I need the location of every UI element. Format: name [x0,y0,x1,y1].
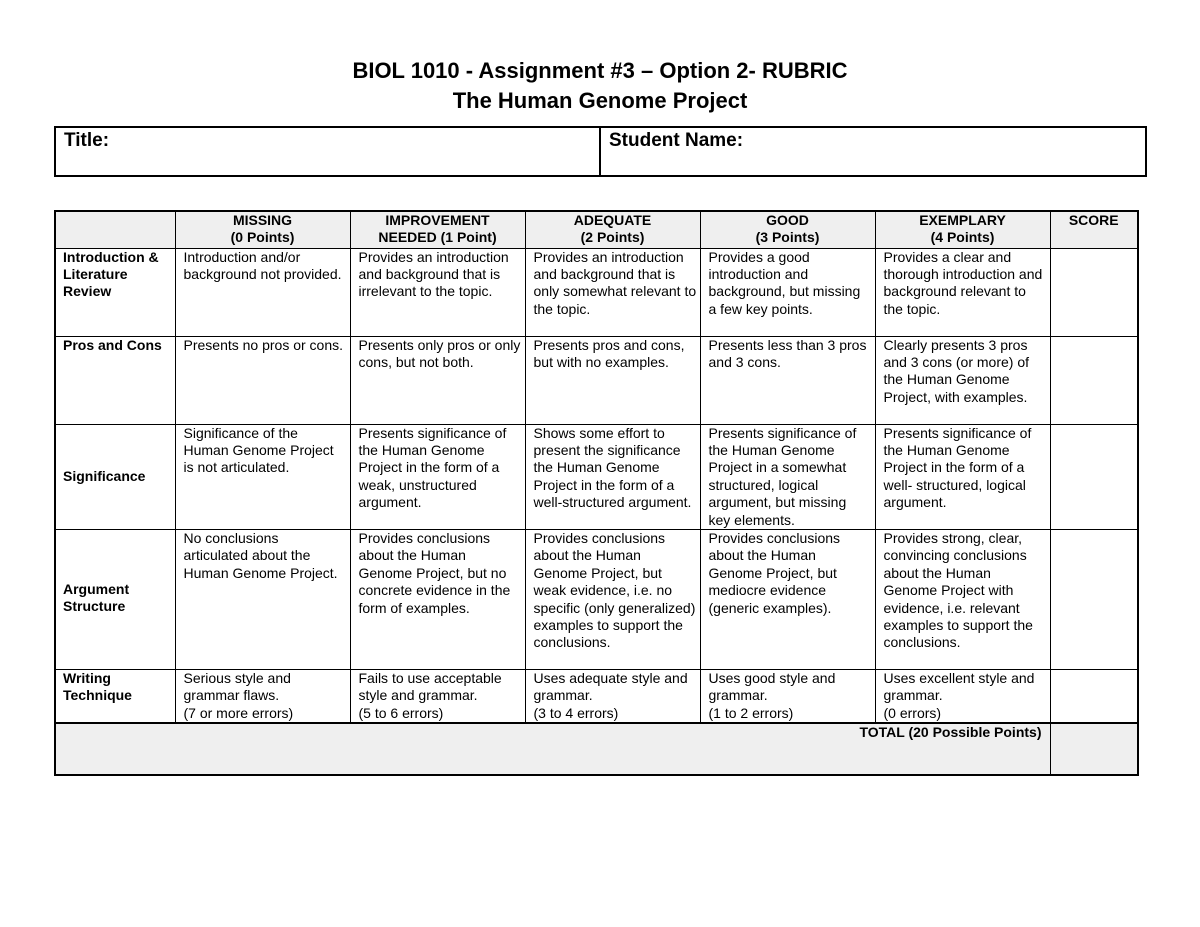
rubric-cell: Uses excellent style and grammar. (0 errors) [875,669,1050,723]
header-good: GOOD (3 Points) [700,211,875,248]
criterion-significance: Significance [55,424,175,529]
score-cell-introduction[interactable] [1050,248,1138,336]
header-improvement-needed: IMPROVEMENT NEEDED (1 Point) [350,211,525,248]
criterion-introduction: Introduction & Literature Review [55,248,175,336]
rubric-cell: Provides an introduction and background that is irrelevant to the topic. [350,248,525,336]
title-line-1: BIOL 1010 - Assignment #3 – Option 2- RUBRIC [352,58,848,83]
score-cell-argument[interactable] [1050,529,1138,669]
criterion-argument: Argument Structure [55,529,175,669]
rubric-cell: Presents only pros or only cons, but not both. [350,336,525,424]
info-table [54,126,1147,177]
rubric-row-introduction [55,248,1138,336]
header-score: SCORE [1050,211,1138,248]
rubric-cell: Presents no pros or cons. [175,336,350,424]
title-label: Title: [64,130,110,151]
rubric-row-pros-cons [55,336,1138,424]
header-exemplary: EXEMPLARY (4 Points) [875,211,1050,248]
rubric-cell: Uses adequate style and grammar. (3 to 4 errors) [525,669,700,723]
rubric-cell: No conclusions articulated about the Human Genome Project. [175,529,350,669]
student-name-field[interactable] [600,127,1146,176]
header-missing: MISSING (0 Points) [175,211,350,248]
score-cell-writing[interactable] [1050,669,1138,723]
rubric-row-significance [55,424,1138,529]
rubric-cell: Provides conclusions about the Human Genome Project, but no concrete evidence in the form of examples. [350,529,525,669]
rubric-cell: Provides strong, clear, convincing conclusions about the Human Genome Project with evidence, i.e. relevant examples to support the conclusions. [875,529,1050,669]
score-cell-pros-cons[interactable] [1050,336,1138,424]
rubric-cell: Provides conclusions about the Human Genome Project, but weak evidence, i.e. no specific (only generalized) examples to support the conclusions. [525,529,700,669]
rubric-cell: Serious style and grammar flaws. (7 or more errors) [175,669,350,723]
criterion-pros-cons: Pros and Cons [55,336,175,424]
criterion-writing: Writing Technique [55,669,175,723]
rubric-cell: Introduction and/or background not provided. [175,248,350,336]
rubric-row-writing [55,669,1138,723]
score-cell-significance[interactable] [1050,424,1138,529]
rubric-cell: Provides a clear and thorough introduction and background relevant to the topic. [875,248,1050,336]
rubric-cell: Provides conclusions about the Human Genome Project, but mediocre evidence (generic examples). [700,529,875,669]
rubric-row-argument [55,529,1138,669]
rubric-cell: Provides an introduction and background that is only somewhat relevant to the topic. [525,248,700,336]
title-field[interactable] [55,127,600,176]
rubric-header-row [55,211,1138,248]
rubric-cell: Presents pros and cons, but with no examples. [525,336,700,424]
rubric-cell: Provides a good introduction and background, but missing a few key points. [700,248,875,336]
rubric-cell: Presents less than 3 pros and 3 cons. [700,336,875,424]
title-line-2: The Human Genome Project [452,88,748,113]
rubric-cell: Clearly presents 3 pros and 3 cons (or more) of the Human Genome Project, with examples. [875,336,1050,424]
total-score-cell[interactable] [1050,723,1138,775]
rubric-cell: Presents significance of the Human Genome Project in the form of a well- structured, logical argument. [875,424,1050,529]
rubric-cell: Presents significance of the Human Genome Project in the form of a weak, unstructured argument. [350,424,525,529]
rubric-cell: Significance of the Human Genome Project is not articulated. [175,424,350,529]
total-label: TOTAL (20 Possible Points) [55,723,1050,775]
header-adequate: ADEQUATE (2 Points) [525,211,700,248]
rubric-total-row [55,723,1138,775]
document-title [0,56,1200,116]
student-name-label: Student Name: [609,130,744,151]
rubric-cell: Shows some effort to present the significance the Human Genome Project in the form of a well-structured argument. [525,424,700,529]
rubric-cell: Fails to use acceptable style and grammar. (5 to 6 errors) [350,669,525,723]
rubric-cell: Presents significance of the Human Genome Project in a somewhat structured, logical argument, but missing key elements. [700,424,875,529]
rubric-table [54,210,1139,776]
header-blank-cell [55,211,175,248]
rubric-cell: Uses good style and grammar. (1 to 2 errors) [700,669,875,723]
